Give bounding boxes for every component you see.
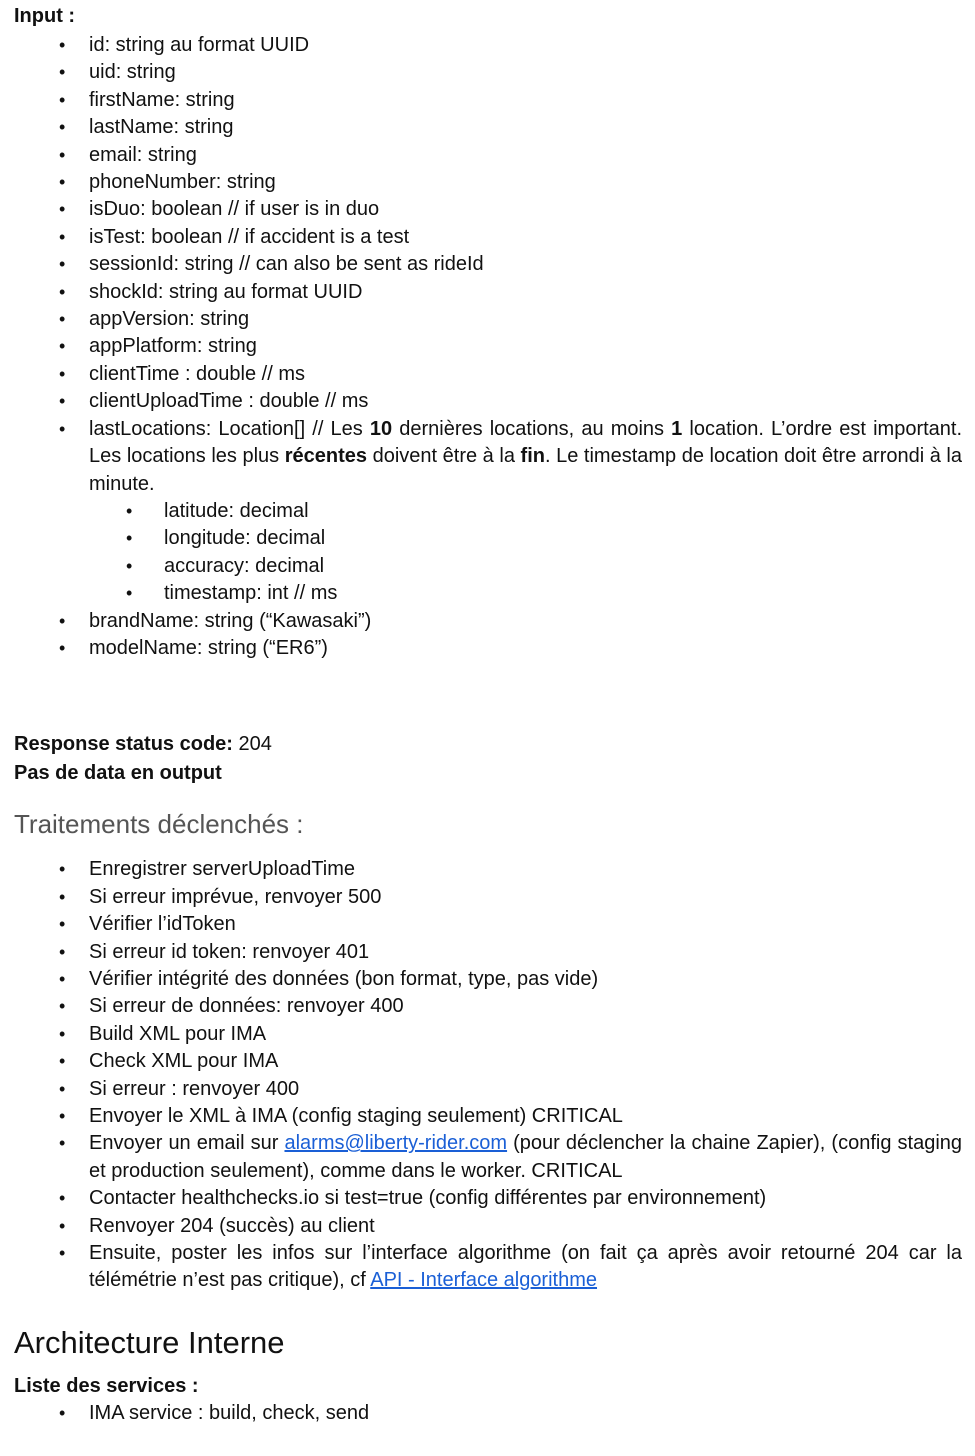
document — [14, 0, 962, 1427]
list-item: • id: string au format UUID — [14, 32, 962, 59]
list-item: • Vérifier intégrité des données (bon format, type, pas vide) — [14, 966, 962, 993]
text: Ensuite, poster les infos sur l’interface algorithme (on fait ça après avoir retourné 204 car la télémétrie n’est pas critique), cf — [89, 1242, 962, 1292]
list-item: • email: string — [14, 142, 962, 169]
list-item: • latitude: decimal — [14, 498, 962, 525]
list-item: • isTest: boolean // if accident is a test — [14, 224, 962, 251]
text: lastLocations: Location[] // Les — [89, 417, 370, 440]
response-status — [14, 730, 962, 759]
list-item: • accuracy: decimal — [14, 553, 962, 580]
list-item: • uid: string — [14, 59, 962, 86]
list-item: • longitude: decimal — [14, 525, 962, 552]
traitements-heading: Traitements déclenchés : — [14, 809, 304, 840]
list-item: • appVersion: string — [14, 306, 962, 333]
email-link[interactable]: alarms@liberty-rider.com — [284, 1132, 508, 1155]
input-list-tail — [14, 608, 962, 663]
list-item: • IMA service : build, check, send — [14, 1400, 962, 1427]
text: location. L’ordre est important. Les locations les plus — [89, 417, 963, 468]
services-label: Liste des services : — [14, 1374, 199, 1397]
text: Envoyer un email sur — [89, 1132, 285, 1155]
list-item: • Si erreur imprévue, renvoyer 500 — [14, 884, 962, 911]
bold-text: 1 — [671, 417, 683, 440]
list-item: • phoneNumber: string — [14, 169, 962, 196]
text: dernières locations, au moins — [392, 417, 672, 440]
text: (pour déclencher la chaine Zapier), (config staging et production seulement), comme dans le worker. CRITICAL — [89, 1132, 963, 1182]
list-item: • isDuo: boolean // if user is in duo — [14, 196, 962, 223]
architecture-heading: Architecture Interne — [14, 1324, 285, 1360]
algorithm-item — [14, 1240, 962, 1295]
list-item: • clientUploadTime : double // ms — [14, 388, 962, 415]
status-value: 204 — [232, 733, 272, 756]
list-item: • appPlatform: string — [14, 333, 962, 360]
email-item — [14, 1130, 962, 1185]
list-item: • timestamp: int // ms — [14, 580, 962, 607]
list-item: • shockId: string au format UUID — [14, 279, 962, 306]
list-item: • clientTime : double // ms — [14, 361, 962, 388]
location-sublist — [14, 498, 962, 608]
api-interface-link[interactable]: API - Interface algorithme — [370, 1269, 598, 1292]
bold-text: fin — [520, 445, 545, 468]
list-item: • Renvoyer 204 (succès) au client — [14, 1213, 962, 1240]
list-item: • Si erreur de données: renvoyer 400 — [14, 993, 962, 1020]
list-item: • Si erreur : renvoyer 400 — [14, 1076, 962, 1103]
list-item: • Contacter healthchecks.io si test=true (config différentes par environnement) — [14, 1185, 962, 1212]
bold-text: récentes — [284, 445, 368, 468]
list-item: • firstName: string — [14, 87, 962, 114]
list-item: • brandName: string (“Kawasaki”) — [14, 608, 962, 635]
input-label: Input : — [14, 5, 76, 27]
last-locations-item — [14, 416, 962, 498]
list-item: • Check XML pour IMA — [14, 1048, 962, 1075]
list-item: • Vérifier l’idToken — [14, 911, 962, 938]
list-item: • Build XML pour IMA — [14, 1021, 962, 1048]
traitements-list — [14, 856, 962, 1295]
bold-text: 10 — [369, 417, 393, 440]
no-output-text: Pas de data en output — [14, 762, 222, 785]
status-label: Response status code: — [14, 733, 233, 756]
list-item: • Si erreur id token: renvoyer 401 — [14, 939, 962, 966]
list-item: • sessionId: string // can also be sent as rideId — [14, 251, 962, 278]
list-item: • Enregistrer serverUploadTime — [14, 856, 962, 883]
list-item: • lastName: string — [14, 114, 962, 141]
list-item: • Envoyer le XML à IMA (config staging seulement) CRITICAL — [14, 1103, 962, 1130]
text: doivent être à la — [367, 445, 521, 468]
services-list — [14, 1400, 962, 1427]
no-output-note — [14, 759, 962, 788]
input-list — [14, 32, 962, 498]
text: . Le timestamp de location doit être arrondi à la minute. — [89, 445, 962, 495]
list-item: • modelName: string (“ER6”) — [14, 635, 962, 662]
